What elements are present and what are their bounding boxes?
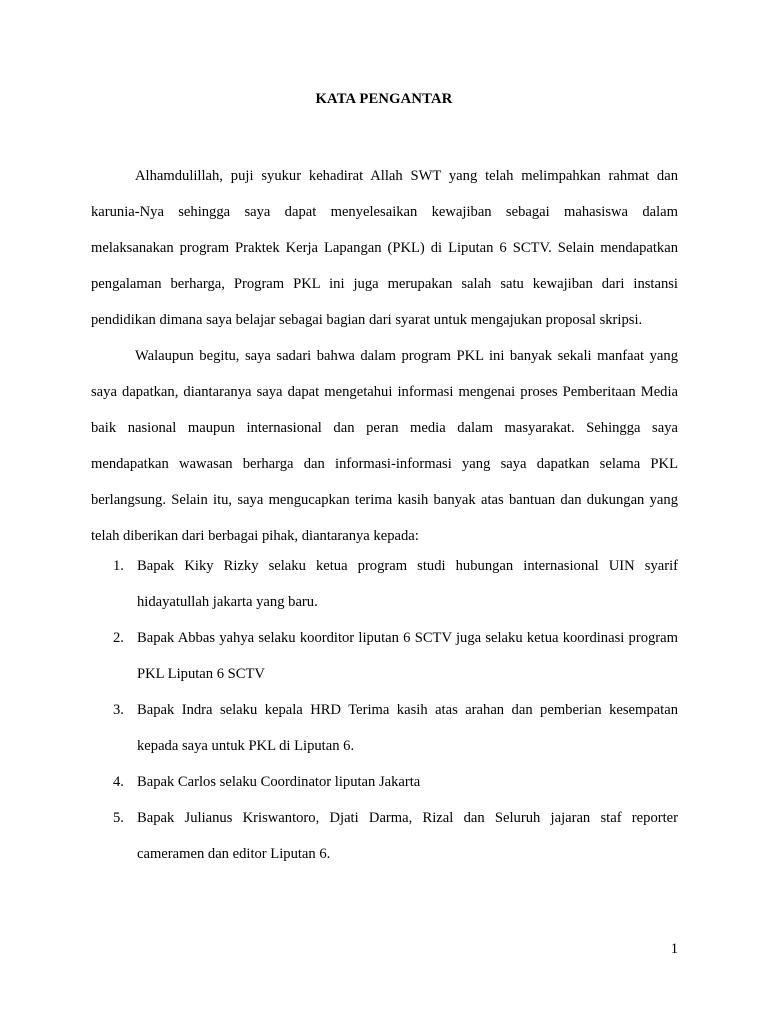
acknowledgement-list: [91, 548, 678, 872]
page-number: 1: [670, 941, 678, 957]
list-item-number: 3.: [113, 702, 124, 718]
list-item: [91, 800, 678, 872]
list-item-number: 1.: [113, 558, 124, 574]
paragraph-2: Walaupun begitu, saya sadari bahwa dalam program PKL ini banyak sekali manfaat yang saya dapatkan, diantaranya saya dapat mengetahui informasi mengenai proses Pemberitaan Media baik nasional maupun internasional dan peran media dalam masyarakat. Sehingga saya mendapatkan wawasan berharga dan informasi-informasi yang saya dapatkan selama PKL berlangsung. Selain itu, saya mengucapkan terima kasih banyak atas bantuan dan dukungan yang telah diberikan dari berbagai pihak, diantaranya kepada:: [91, 348, 678, 544]
list-item: [91, 764, 678, 800]
list-item: [91, 620, 678, 692]
list-item-text: Bapak Indra selaku kepala HRD Terima kasih atas arahan dan pemberian kesempatan kepada saya untuk PKL di Liputan 6.: [137, 702, 678, 754]
list-item-text: Bapak Carlos selaku Coordinator liputan Jakarta: [137, 774, 421, 790]
list-item-number: 4.: [113, 774, 124, 790]
body-text: [91, 158, 678, 554]
list-item-number: 2.: [113, 630, 124, 646]
list-item-text: Bapak Abbas yahya selaku koorditor liputan 6 SCTV juga selaku ketua koordinasi program PKL Liputan 6 SCTV: [137, 630, 678, 682]
list-item: [91, 548, 678, 620]
list-item-text: Bapak Julianus Kriswantoro, Djati Darma, Rizal dan Seluruh jajaran staf reporter cameramen dan editor Liputan 6.: [137, 810, 678, 862]
list-item-text: Bapak Kiky Rizky selaku ketua program studi hubungan internasional UIN syarif hidayatullah jakarta yang baru.: [137, 558, 678, 610]
paragraph-1: Alhamdulillah, puji syukur kehadirat Allah SWT yang telah melimpahkan rahmat dan karunia-Nya sehingga saya dapat menyelesaikan kewajiban sebagai mahasiswa dalam melaksanakan program Praktek Kerja Lapangan (PKL) di Liputan 6 SCTV. Selain mendapatkan pengalaman berharga, Program PKL ini juga merupakan salah satu kewajiban dari instansi pendidikan dimana saya belajar sebagai bagian dari syarat untuk mengajukan proposal skripsi.: [91, 168, 678, 328]
list-item: [91, 692, 678, 764]
page-title: KATA PENGANTAR: [315, 91, 453, 107]
list-item-number: 5.: [113, 810, 124, 826]
